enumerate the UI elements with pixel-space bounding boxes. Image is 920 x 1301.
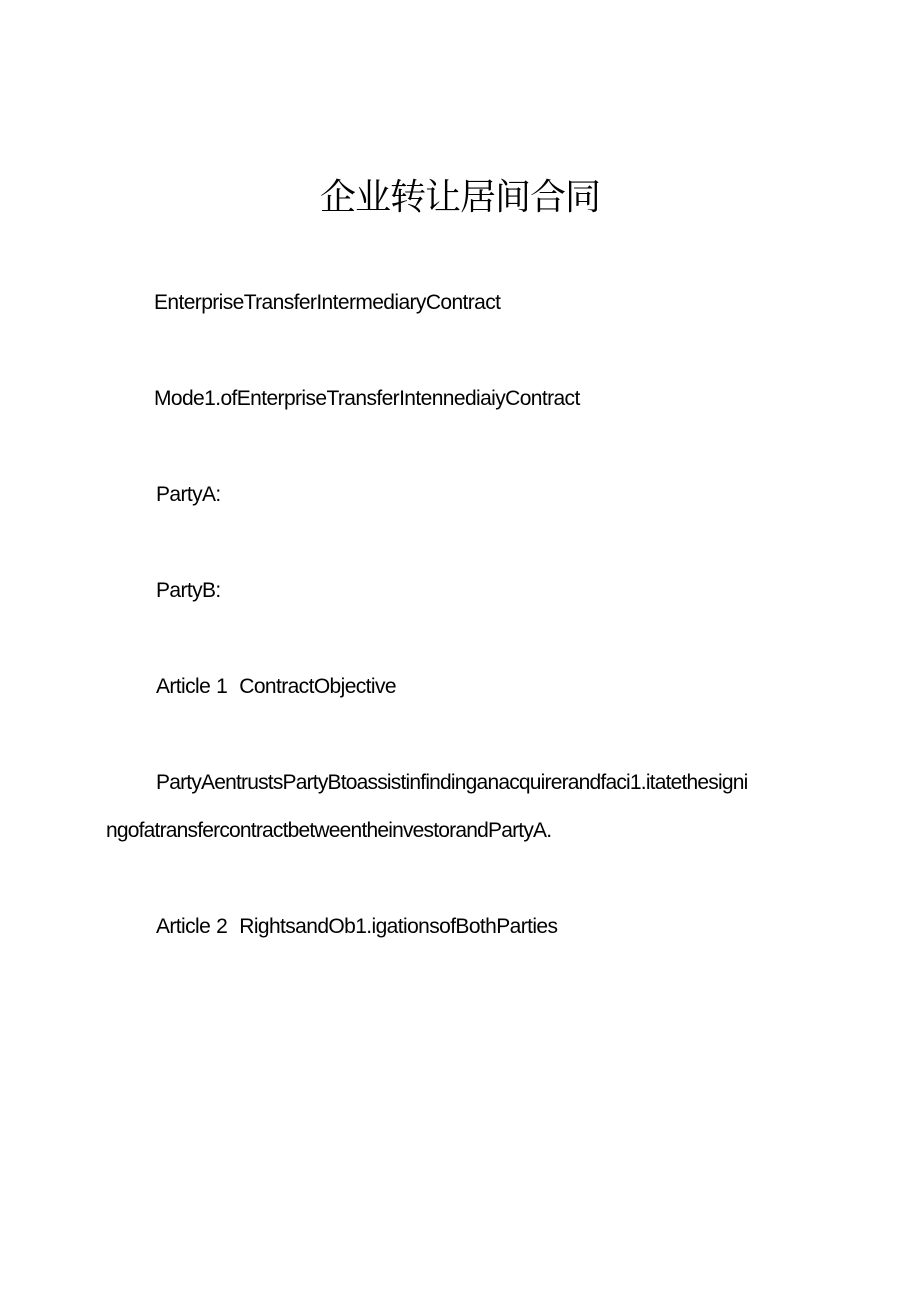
english-heading: EnterpriseTransferIntermediaryContract xyxy=(154,291,501,314)
article-1-body-line-2: ngofatransfercontractbetweentheinvestorandPartyA. xyxy=(106,819,552,842)
article-1-body-line-1: PartyAentrustsPartyBtoassistinfindinganacquirerandfaci1.itatethesigni xyxy=(156,771,748,794)
article-1-title: ContractObjective xyxy=(239,675,396,698)
article-1-number: 1 xyxy=(216,675,228,698)
article-2-label: Article xyxy=(156,915,211,938)
article-2-heading xyxy=(156,912,557,942)
document-title: 企业转让居间合同 xyxy=(319,177,600,218)
article-2-title: RightsandOb1.igationsofBothParties xyxy=(239,915,558,938)
article-1-label: Article xyxy=(156,675,211,698)
article-1-heading xyxy=(156,672,396,702)
party-a-label: PartyA: xyxy=(156,483,221,506)
model-line: Mode1.ofEnterpriseTransferIntennediaiyContract xyxy=(154,387,580,410)
party-b-label: PartyB: xyxy=(156,579,221,602)
article-2-number: 2 xyxy=(216,915,228,938)
